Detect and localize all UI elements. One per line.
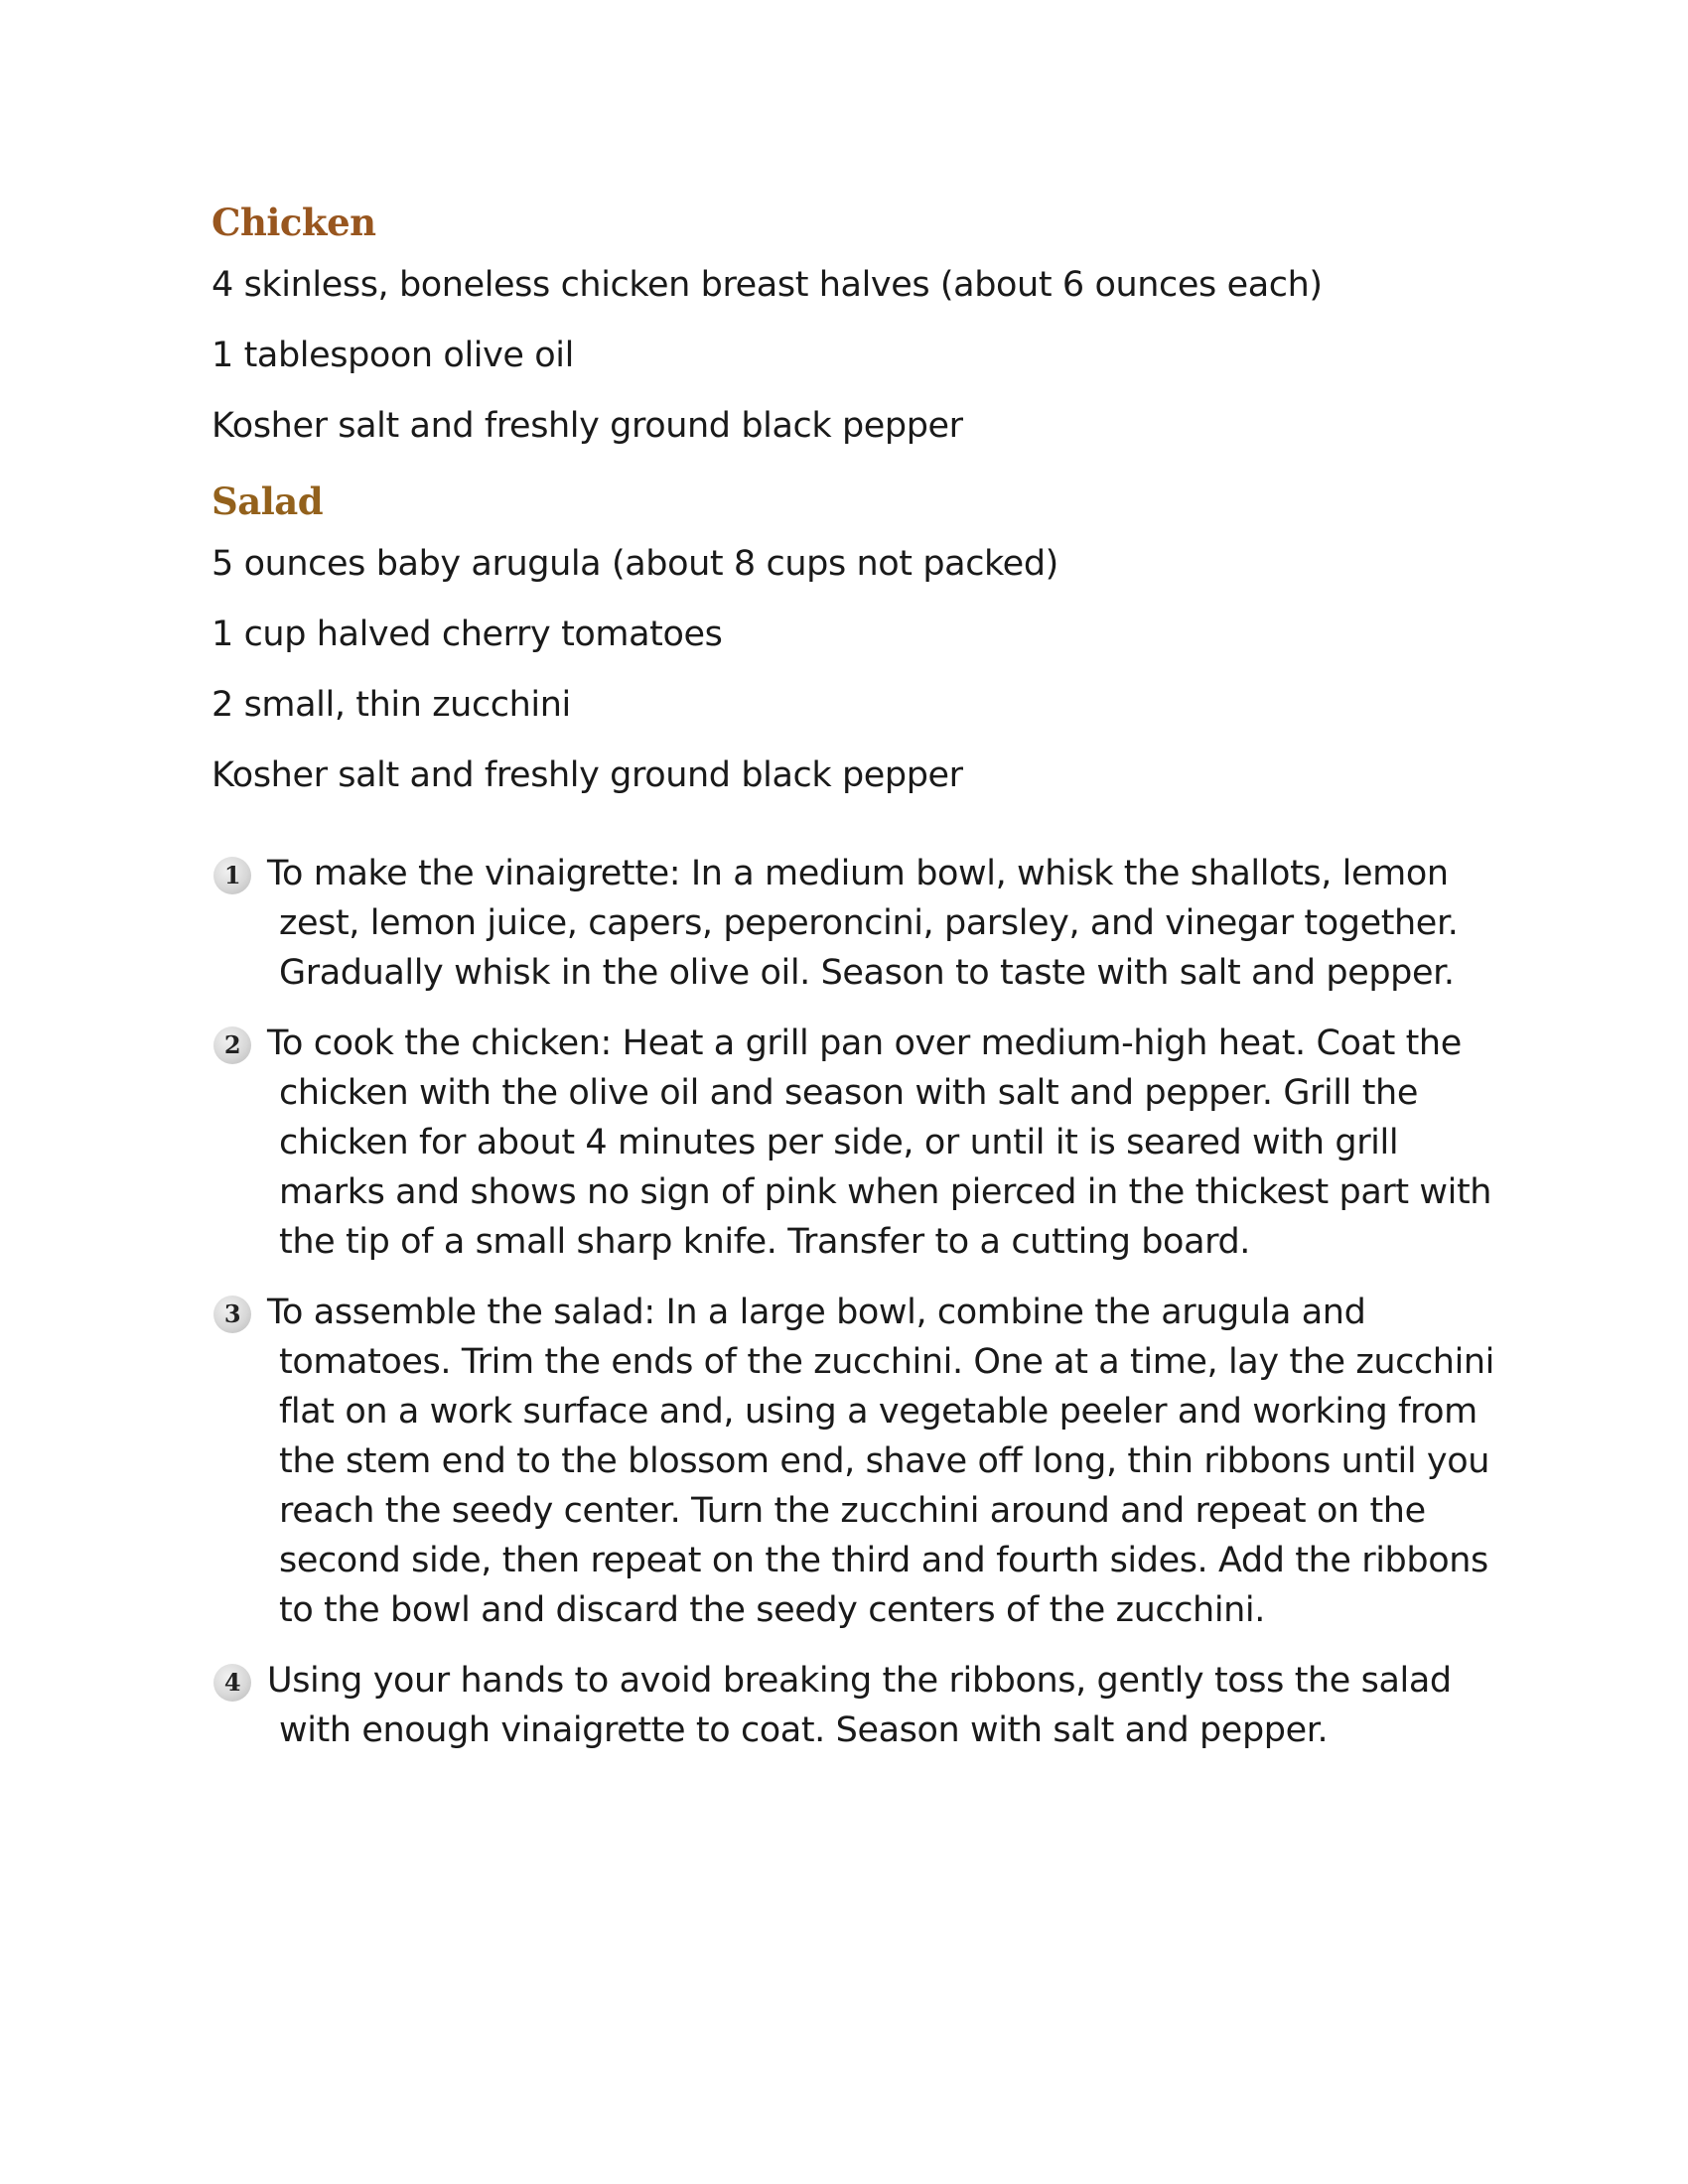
step-number-badge: 3 xyxy=(213,1296,251,1333)
step-number-badge: 2 xyxy=(213,1026,251,1064)
method-step xyxy=(211,1288,1502,1635)
recipe-content xyxy=(211,195,1502,1776)
chicken-heading: Chicken xyxy=(211,201,376,244)
chicken-ingredient-list xyxy=(211,250,1502,462)
method-step xyxy=(211,849,1502,998)
step-text: Using your hands to avoid breaking the ribbons, gently toss the salad with enough vinaigrette to coat. Season with salt and pepper. xyxy=(267,1661,1452,1750)
method-step xyxy=(211,1656,1502,1755)
step-number-badge: 1 xyxy=(213,857,251,894)
step-text: To assemble the salad: In a large bowl, combine the arugula and tomatoes. Trim the ends of the zucchini. One at a time, lay the zucchini flat on a work surface and, using a vegetable peeler and working from the stem end to the blossom end, shave off long, thin ribbons until you reach the seedy center. Turn the zucchini around and repeat on the second side, then repeat on the third and fourth sides. Add the ribbons to the bowl and discard the seedy centers of the zucchini. xyxy=(267,1293,1495,1630)
ingredient-item: 5 ounces baby arugula (about 8 cups not packed) xyxy=(211,544,1058,584)
ingredient-item: Kosher salt and freshly ground black pepper xyxy=(211,755,963,795)
step-text: To cook the chicken: Heat a grill pan over medium-high heat. Coat the chicken with the olive oil and season with salt and pepper. Grill the chicken for about 4 minutes per side, or until it is seared with grill marks and shows no sign of pink when pierced in the thickest part with the tip of a small sharp knife. Transfer to a cutting board. xyxy=(267,1024,1492,1262)
method-steps xyxy=(211,849,1502,1755)
ingredient-item: 1 tablespoon olive oil xyxy=(211,336,574,375)
method-step xyxy=(211,1019,1502,1267)
ingredient-item: 2 small, thin zucchini xyxy=(211,685,571,725)
ingredient-item: Kosher salt and freshly ground black pepper xyxy=(211,406,963,446)
step-text: To make the vinaigrette: In a medium bowl, whisk the shallots, lemon zest, lemon juice, capers, peperoncini, parsley, and vinegar together. Gradually whisk in the olive oil. Season to taste with salt and pepper. xyxy=(267,854,1459,993)
ingredient-item: 4 skinless, boneless chicken breast halves (about 6 ounces each) xyxy=(211,265,1323,305)
ingredient-item: 1 cup halved cherry tomatoes xyxy=(211,614,723,654)
step-number-badge: 4 xyxy=(213,1664,251,1702)
salad-ingredient-list xyxy=(211,529,1502,811)
salad-heading: Salad xyxy=(211,479,324,523)
